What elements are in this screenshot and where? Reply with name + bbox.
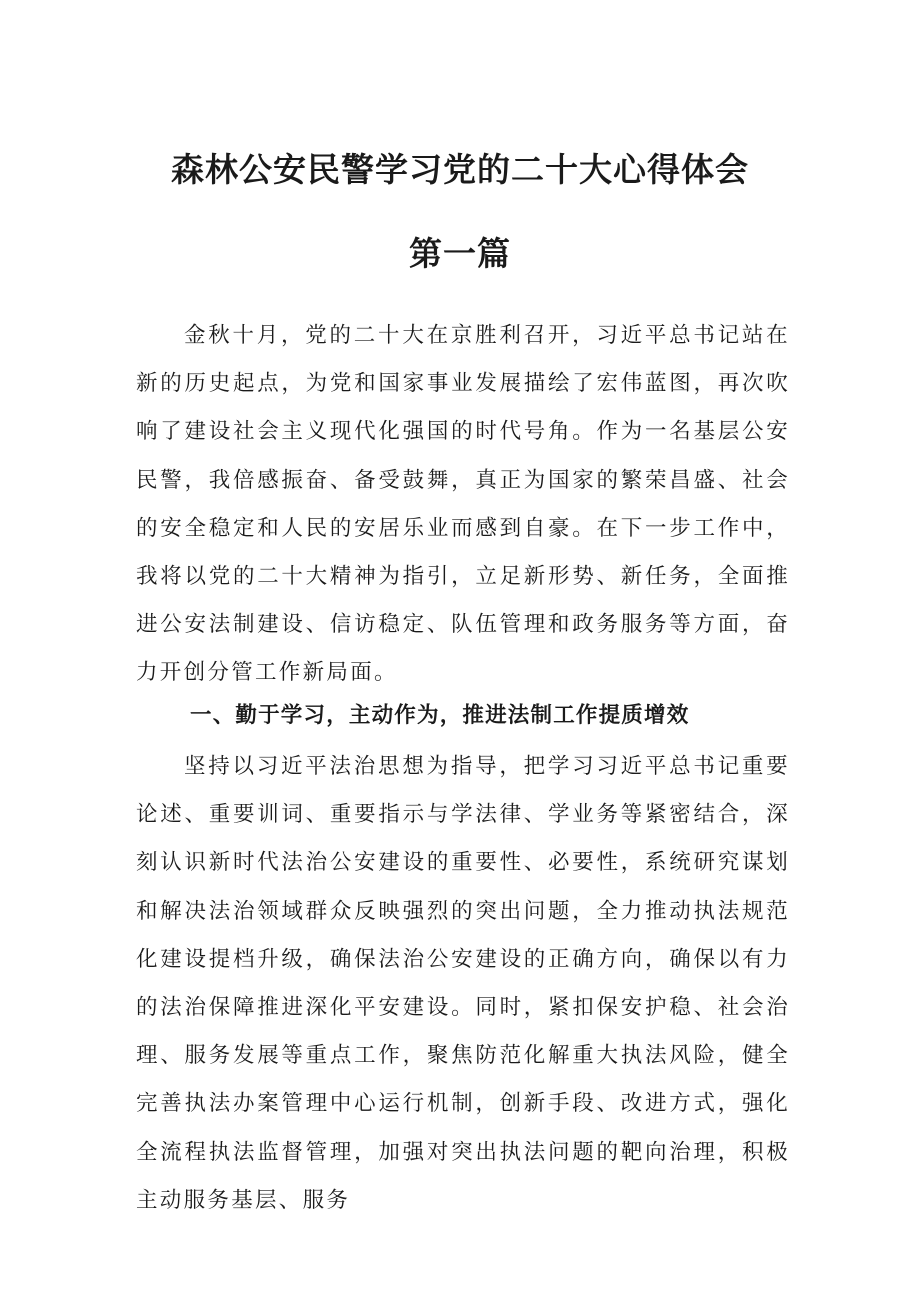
document-title: 森林公安民警学习党的二十大心得体会 <box>171 150 749 189</box>
body-paragraph-1: 金秋十月，党的二十大在京胜利召开，习近平总书记站在新的历史起点，为党和国家事业发展描绘了宏伟蓝图，再次吹响了建设社会主义现代化强国的时代号角。作为一名基层公安民警，我倍感振奋、备受鼓舞，真正为国家的繁荣昌盛、社会的安全稳定和人民的安居乐业而感到自豪。在下一步工作中，我将以党的二十大精神为指引，立足新形势、新任务，全面推进公安法制建设、信访稳定、队伍管理和政务服务等方面，奋力开创分管工作新局面。 <box>136 323 790 686</box>
document-subtitle: 第一篇 <box>409 234 511 273</box>
body-paragraph-2: 坚持以习近平法治思想为指导，把学习习近平总书记重要论述、重要训词、重要指示与学法律、学业务等紧密结合，深刻认识新时代法治公安建设的重要性、必要性，系统研究谋划和解决法治领域群众反映强烈的突出问题，全力推动执法规范化建设提档升级，确保法治公安建设的正确方向，确保以有力的法治保障推进深化平安建设。同时，紧扣保安护稳、社会治理、服务发展等重点工作，聚焦防范化解重大执法风险，健全完善执法办案管理中心运行机制，创新手段、改进方式，强化全流程执法监督管理，加强对突出执法问题的靶向治理，积极主动服务基层、服务 <box>136 754 790 1213</box>
section-heading: 一、勤于学习，主动作为，推进法制工作提质增效 <box>190 703 690 728</box>
